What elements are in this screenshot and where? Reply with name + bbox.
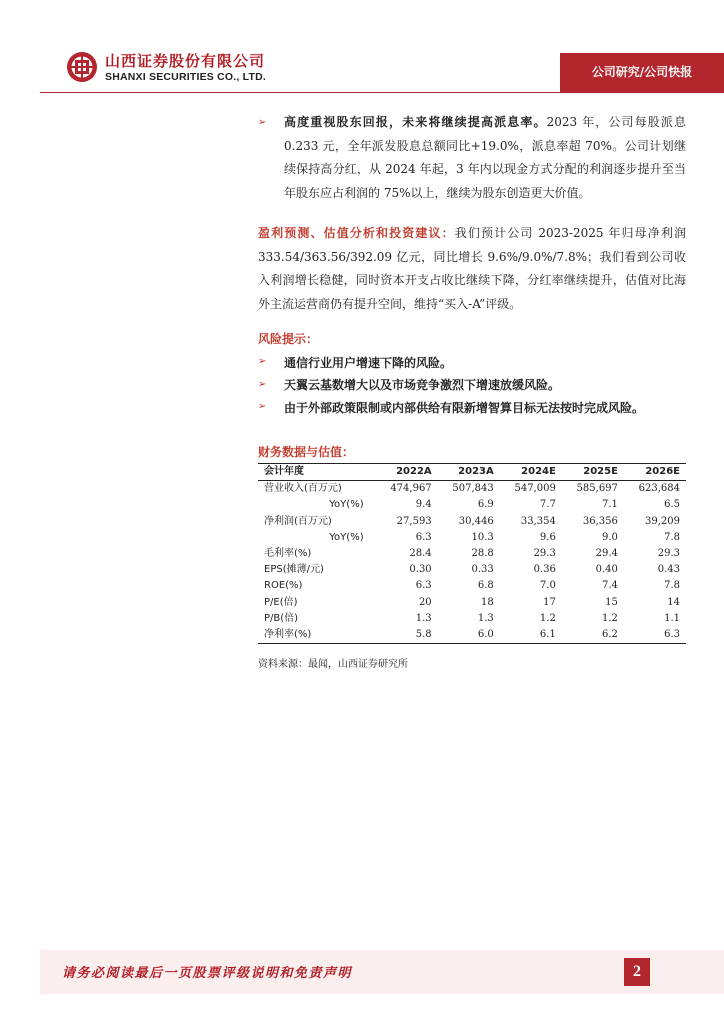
page-number: 2 [624,958,650,986]
table-cell: 6.0 [438,627,500,644]
table-cell: 0.33 [471,564,494,576]
table-cell: 585,697 [576,483,618,495]
row-label: 毛利率(%) [264,548,312,560]
table-cell: 29.3 [533,548,556,560]
table-row [258,530,686,546]
table-cell: 29.4 [595,548,618,560]
table-cell: 14 [667,596,680,608]
table-cell: 7.8 [664,580,680,592]
company-logo-icon [66,51,98,83]
table-cell: 30,446 [458,515,494,527]
risk-item-text: 由于外部政策限制或内部供给有限新增智算目标无法按时完成风险。 [284,400,645,415]
company-name-en: SHANXI SECURITIES CO., LTD. [105,71,266,83]
column-header: 2022A [376,464,438,481]
forecast-text: 我们预计公司 2023-2025 年归母净利润 333.54/363.56/392.09 亿元，同比增长 9.6%/9.0%/7.8%；我们看到公司收入利润增长稳健，同时资本开支占收比继续下降，分红率继续提升，估值对比海外主流运营商仍有提升空间，维持“买入-A”评级。 [258,226,686,311]
forecast-paragraph [258,222,686,316]
risk-item [258,374,698,397]
table-cell: 29.3 [657,548,680,560]
dividend-paragraph [258,111,686,205]
column-header: 2025E [562,464,624,481]
table-row [258,514,686,530]
table-cell: 547,009 [514,483,556,495]
row-label: EPS(摊薄/元) [264,564,324,576]
bullet-arrow-icon: ➢ [258,378,267,390]
table-row [258,595,686,611]
table-cell: 7.1 [602,499,618,511]
bullet-arrow-icon: ➢ [258,356,267,367]
table-row [258,562,686,578]
row-label: ROE(%) [264,580,303,592]
table-cell: 7.0 [539,580,556,592]
table-cell: 474,967 [390,483,432,495]
table-cell: 1.2 [602,612,618,624]
table-row [258,578,686,594]
table-cell: 28.4 [409,548,432,560]
row-label: 净利率(%) [258,627,376,644]
table-cell: 6.1 [500,627,562,644]
column-header: 2023A [438,464,500,481]
table-cell: 33,354 [520,515,556,527]
table-cell: 6.5 [664,499,680,511]
table-cell: 0.36 [533,564,556,576]
table-cell: 27,593 [396,515,432,527]
table-cell: 1.1 [664,612,680,624]
table-cell: 20 [418,596,432,608]
table-cell: 6.9 [477,499,494,511]
column-header: 2026E [624,464,686,481]
table-cell: 7.7 [539,499,556,511]
report-type-label: 公司研究/公司快报 [591,65,693,79]
table-title: 财务数据与估值： [258,445,355,459]
risk-item [258,351,698,374]
table-header-row [258,464,686,481]
page-header [0,0,724,100]
column-header: 2024E [500,464,562,481]
table-row [258,611,686,627]
table-source-note: 资料来源：最闻，山西证券研究所 [258,659,408,670]
row-label: P/B(倍) [264,612,299,624]
table-row [258,546,686,562]
column-header: 会计年度 [258,464,376,481]
row-label: 营业收入(百万元) [264,483,342,495]
table-cell: 0.40 [595,564,618,576]
table-cell: 15 [605,596,618,608]
risk-item-text: 通信行业用户增速下降的风险。 [284,355,453,370]
bullet-arrow-icon: ➢ [258,401,267,412]
table-cell: 6.3 [415,531,432,543]
company-name-cn: 山西证券股份有限公司 [105,52,266,70]
table-cell: 6.2 [562,627,624,644]
table-cell: 1.3 [477,612,494,624]
table-row [258,481,686,498]
table-cell: 6.8 [477,580,494,592]
table-cell: 6.3 [415,580,432,592]
table-cell: 9.4 [415,499,432,511]
table-cell: 39,209 [645,515,680,527]
dividend-heading: 高度重视股东回报，未来将继续提高派息率。 [284,115,547,129]
table-cell: 18 [481,596,494,608]
table-cell: 0.43 [657,564,680,576]
row-label: YoY(%) [329,499,364,511]
row-label: YoY(%) [329,531,364,543]
table-cell: 9.0 [602,531,618,543]
table-cell: 0.30 [409,564,432,576]
table-row [258,497,686,513]
table-cell: 9.6 [539,531,556,543]
risk-item-text: 天翼云基数增大以及市场竞争激烈下增速放缓风险。 [284,378,561,393]
footer-disclaimer: 请务必阅读最后一页股票评级说明和免责声明 [62,966,353,981]
header-divider [40,92,724,93]
row-label: P/E(倍) [264,596,298,608]
forecast-heading: 盈利预测、估值分析和投资建议： [258,226,455,240]
table-cell: 17 [543,596,556,608]
financial-table [258,463,686,644]
risk-item [258,396,698,419]
risk-title: 风险提示： [258,332,319,346]
table-cell: 6.3 [624,627,686,644]
risk-list [258,351,698,419]
table-cell: 507,843 [452,483,494,495]
table-cell: 7.4 [602,580,618,592]
table-cell: 28.8 [471,548,494,560]
bullet-arrow-icon: ➢ [258,117,267,128]
table-cell: 36,356 [582,515,618,527]
table-row [258,627,686,644]
table-cell: 1.3 [415,612,432,624]
table-cell: 7.8 [664,531,680,543]
row-label: 净利润(百万元) [264,515,332,527]
dividend-text: 2023 年，公司每股派息 0.233 元，全年派发股息总额同比+19.0%，派息率超 70%。公司计划继续保持高分红，从 2024 年起，3 年内以现金方式分配的利润逐步提升至当年股东应占利润的 75%以上，继续为股东创造更大价值。 [284,115,686,200]
table-cell: 5.8 [376,627,438,644]
table-cell: 10.3 [471,531,494,543]
table-cell: 623,684 [638,483,680,495]
table-cell: 1.2 [539,612,556,624]
